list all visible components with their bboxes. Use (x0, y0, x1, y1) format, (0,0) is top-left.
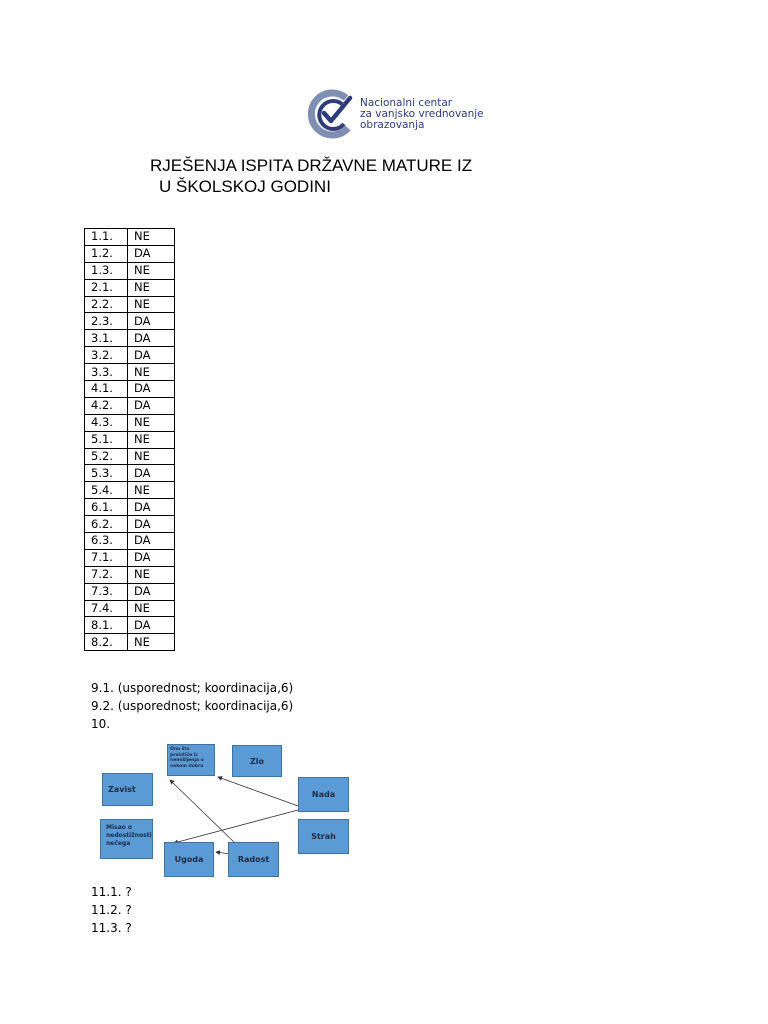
question-number: 2.2. (85, 296, 128, 313)
answer-11-1: 11.1. ? (91, 885, 132, 899)
text-answers-top (91, 679, 293, 733)
question-number: 1.2. (85, 245, 128, 262)
table-row (85, 516, 175, 533)
question-number: 8.1. (85, 617, 128, 634)
table-row (85, 330, 175, 347)
answer-value: DA (128, 313, 175, 330)
arrow-radost-to-ono-sto (170, 780, 236, 844)
question-number: 5.3. (85, 465, 128, 482)
table-row (85, 482, 175, 499)
table-row (85, 549, 175, 566)
answer-value: DA (128, 245, 175, 262)
box-zavist: Zavist (102, 773, 153, 806)
question-number: 6.1. (85, 499, 128, 516)
table-row (85, 279, 175, 296)
logo-line-2: za vanjsko vrednovanje (360, 108, 484, 120)
table-row (85, 414, 175, 431)
question-number: 5.1. (85, 431, 128, 448)
question-number: 2.1. (85, 279, 128, 296)
page-title (150, 155, 472, 197)
answer-value: NE (128, 262, 175, 279)
table-row (85, 296, 175, 313)
answer-value: DA (128, 397, 175, 414)
table-row (85, 262, 175, 279)
answer-10-label: 10. (91, 717, 111, 731)
answer-value: NE (128, 482, 175, 499)
question-number: 1.3. (85, 262, 128, 279)
table-row (85, 634, 175, 651)
question-number: 3.1. (85, 330, 128, 347)
answer-value: NE (128, 229, 175, 246)
logo-line-3: obrazovanja (360, 119, 425, 131)
answer-value: DA (128, 499, 175, 516)
answer-value: NE (128, 634, 175, 651)
table-row (85, 364, 175, 381)
question-number: 4.2. (85, 397, 128, 414)
answer-value: DA (128, 549, 175, 566)
table-row (85, 600, 175, 617)
box-ugoda: Ugoda (164, 842, 214, 877)
answer-value: DA (128, 617, 175, 634)
logo-line-1: Nacionalni centar (360, 97, 453, 109)
question-number: 4.1. (85, 381, 128, 398)
table-row (85, 431, 175, 448)
answer-value: NE (128, 566, 175, 583)
answer-value: DA (128, 583, 175, 600)
table-row (85, 313, 175, 330)
title-line-1: RJEŠENJA ISPITA DRŽAVNE MATURE IZ (150, 156, 473, 175)
answer-value: DA (128, 381, 175, 398)
question-number: 8.2. (85, 634, 128, 651)
answer-value: NE (128, 431, 175, 448)
answer-value: NE (128, 600, 175, 617)
table-row (85, 583, 175, 600)
answer-value: NE (128, 364, 175, 381)
answer-value: DA (128, 330, 175, 347)
answer-9-1: 9.1. (usporednost; koordinacija,6) (91, 681, 294, 695)
question-number: 3.3. (85, 364, 128, 381)
answer-value: NE (128, 414, 175, 431)
answers-table (84, 228, 175, 651)
title-line-2: U ŠKOLSKOJ GODINI (159, 177, 331, 196)
check-circle-logo-icon (306, 88, 356, 140)
table-row (85, 465, 175, 482)
logo-text (360, 98, 484, 131)
question-number: 5.4. (85, 482, 128, 499)
table-row (85, 617, 175, 634)
logo (306, 88, 484, 144)
question-number: 4.3. (85, 414, 128, 431)
arrow-nada-to-ono-sto (218, 777, 298, 806)
box-radost: Radost (228, 842, 279, 877)
box-misao: Misao o nedostižnosti nečega (100, 819, 153, 859)
box-ono-sto: Ono što proističe iz nemišljenja o nekom dobru (167, 744, 215, 776)
question-number: 7.4. (85, 600, 128, 617)
table-row (85, 533, 175, 550)
question-number: 6.3. (85, 533, 128, 550)
table-row (85, 347, 175, 364)
table-row (85, 448, 175, 465)
question-number: 7.3. (85, 583, 128, 600)
question-number: 5.2. (85, 448, 128, 465)
question-number: 3.2. (85, 347, 128, 364)
table-row (85, 397, 175, 414)
answer-value: DA (128, 465, 175, 482)
question-number: 7.2. (85, 566, 128, 583)
concept-diagram (96, 740, 356, 880)
answer-value: DA (128, 516, 175, 533)
answer-9-2: 9.2. (usporednost; koordinacija,6) (91, 699, 294, 713)
text-answers-bottom (91, 883, 132, 937)
arrow-nada-to-ugoda (174, 810, 298, 843)
answer-11-3: 11.3. ? (91, 921, 132, 935)
answer-value: DA (128, 533, 175, 550)
answer-value: NE (128, 296, 175, 313)
answer-value: DA (128, 347, 175, 364)
table-row (85, 229, 175, 246)
answer-11-2: 11.2. ? (91, 903, 132, 917)
question-number: 6.2. (85, 516, 128, 533)
answers-table-body (85, 229, 175, 651)
box-zlo: Zlo (232, 745, 282, 777)
box-strah: Strah (298, 819, 349, 854)
table-row (85, 566, 175, 583)
question-number: 1.1. (85, 229, 128, 246)
box-nada: Nada (298, 777, 349, 812)
question-number: 7.1. (85, 549, 128, 566)
answer-value: NE (128, 279, 175, 296)
table-row (85, 381, 175, 398)
answer-value: NE (128, 448, 175, 465)
table-row (85, 499, 175, 516)
table-row (85, 245, 175, 262)
question-number: 2.3. (85, 313, 128, 330)
